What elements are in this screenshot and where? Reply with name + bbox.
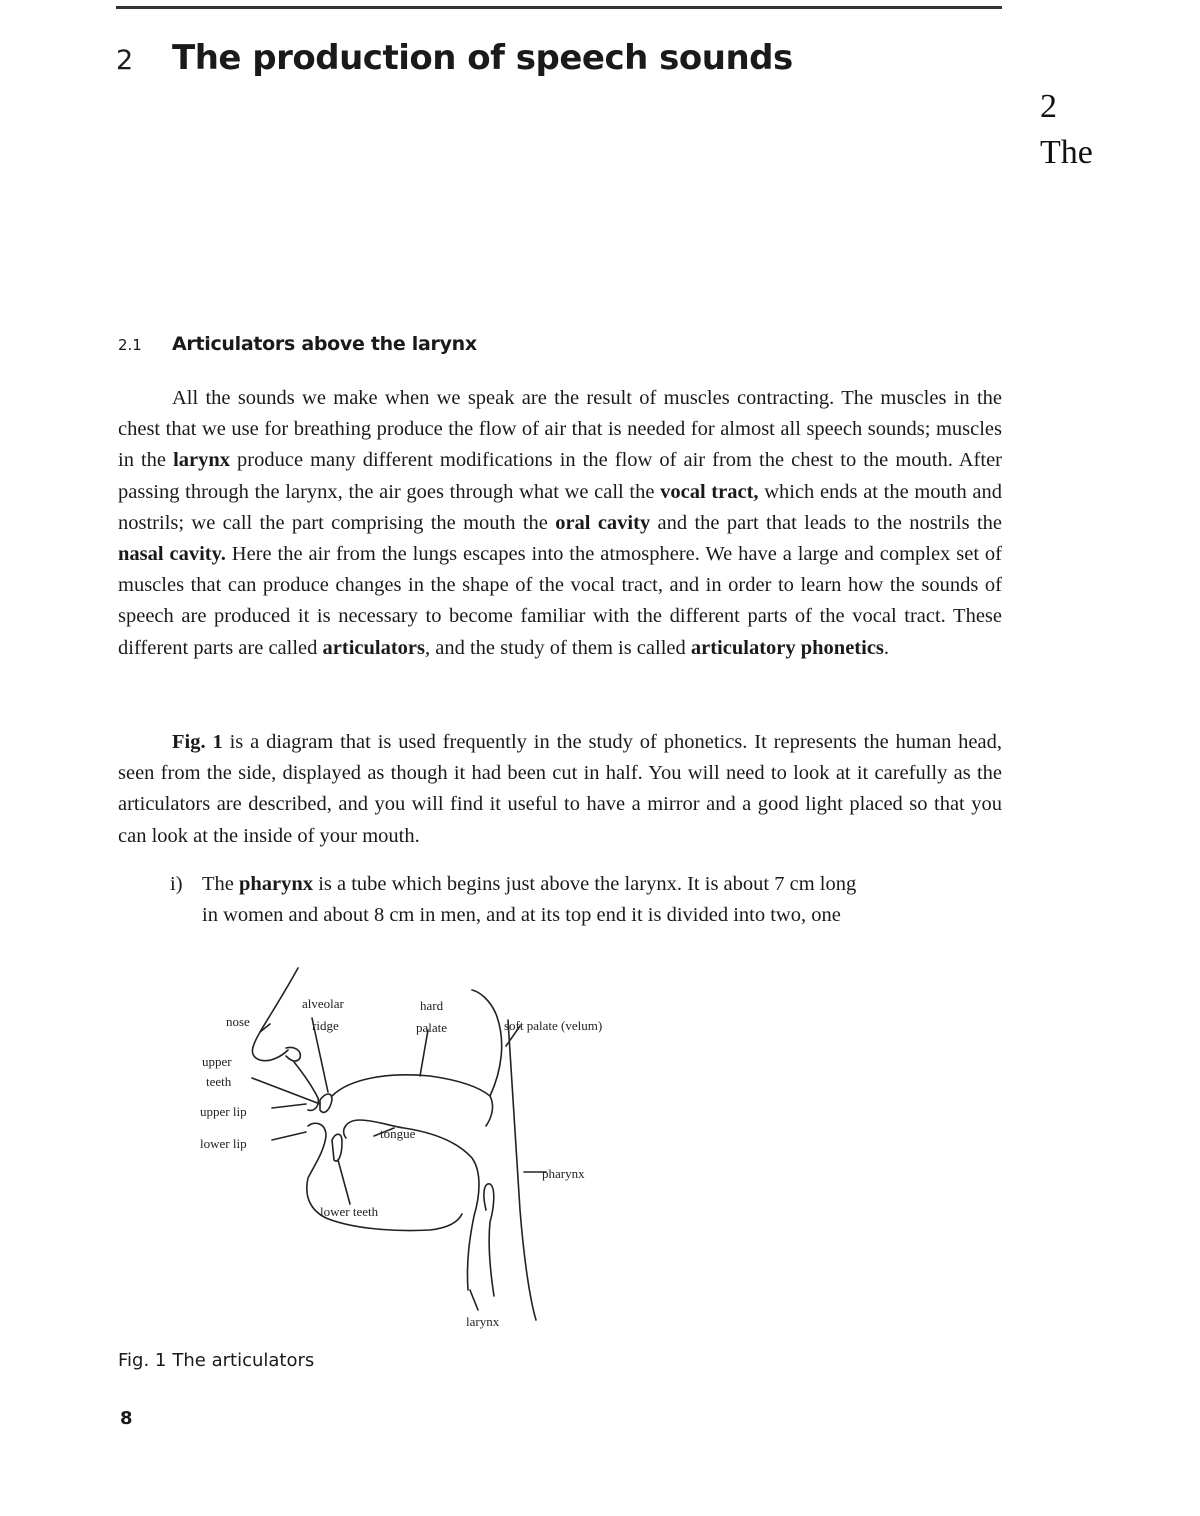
term-vocal-tract: vocal tract,	[660, 480, 759, 503]
term-articulatory-phonetics: articulatory phonetics	[690, 636, 884, 659]
label-upper-teeth-1: upper	[202, 1054, 232, 1069]
label-alveolar-2: ridge	[312, 1018, 339, 1033]
paragraph-figure-description	[118, 727, 1002, 852]
chapter-number: 2	[116, 45, 134, 76]
palate-outline	[332, 1075, 493, 1126]
leader-hard-palate	[420, 1030, 428, 1076]
figure-reference: Fig. 1	[172, 731, 223, 753]
text-run: The	[202, 873, 239, 895]
term-larynx: larynx	[173, 449, 231, 472]
label-hard-1: hard	[420, 998, 444, 1013]
label-upper-lip: upper lip	[200, 1104, 247, 1119]
term-articulators: articulators	[322, 636, 425, 659]
figure-caption-text: The articulators	[172, 1350, 315, 1371]
label-tongue: tongue	[380, 1126, 416, 1141]
section-number: 2.1	[118, 336, 142, 354]
text-run: All the sounds we make when we speak are the result of muscles contracting. The muscles in the chest that we use for breathing produce the flow of air that is needed for almost all speech sounds; muscles in the	[118, 387, 1002, 472]
leader-lower-lip	[272, 1132, 306, 1140]
articulators-diagram	[190, 960, 660, 1340]
section-title: Articulators above the larynx	[172, 333, 477, 355]
label-alveolar-1: alveolar	[302, 996, 344, 1011]
list-marker: i)	[170, 873, 183, 895]
chapter-title: The production of speech sounds	[172, 38, 793, 78]
lower-teeth-shape	[332, 1134, 342, 1161]
text-run: , and the study of them is called	[425, 636, 691, 659]
top-rule	[116, 6, 1002, 9]
paragraph-1-text	[118, 383, 1002, 664]
section-heading	[118, 333, 477, 355]
list-item-pharynx	[170, 869, 986, 931]
margin-note-line-2: The	[1040, 134, 1093, 171]
leader-upper-lip	[272, 1104, 306, 1108]
text-run: Here the air from the lungs escapes into the atmosphere. We have a large and complex set of muscles that can produce changes in the shape of the vocal tract, and in order to learn how the sounds of speech are produced it is necessary to become familiar with the different parts of the vocal tract. These different parts are called	[118, 543, 1002, 659]
chapter-heading	[116, 38, 793, 78]
label-upper-teeth-2: teeth	[206, 1074, 232, 1089]
list-item-continuation: in women and about 8 cm in men, and at its top end it is divided into two, one	[202, 904, 841, 926]
text-run: produce many different modifications in the flow of air from the chest to the mouth. After passing through the larynx, the air goes through what we call the	[118, 449, 1002, 503]
label-pharynx: pharynx	[542, 1166, 585, 1181]
text-run: .	[883, 636, 890, 659]
label-nose: nose	[226, 1014, 250, 1029]
page-number: 8	[120, 1408, 133, 1429]
pharynx-back-wall	[508, 1020, 536, 1320]
label-hard-2: palate	[416, 1020, 448, 1035]
term-pharynx: pharynx	[239, 873, 314, 895]
text-run: which ends at the mouth and nostrils; we call the part comprising the mouth the	[118, 480, 1002, 534]
text-run: and the part that leads to the nostrils the	[650, 511, 1002, 534]
velum-outline	[472, 990, 502, 1096]
margin-note	[1040, 84, 1093, 176]
leader-larynx	[470, 1290, 478, 1310]
margin-note-line-1: 2	[1040, 88, 1057, 125]
label-larynx: larynx	[466, 1314, 500, 1329]
label-soft-palate: soft palate (velum)	[504, 1018, 603, 1033]
upper-teeth-shape	[320, 1094, 332, 1112]
text-run: is a diagram that is used frequently in the study of phonetics. It represents the human head, seen from the side, displayed as though it had been cut in half. You will need to look at it carefully as the articulators are described, and you will find it useful to have a mirror and a good light placed so that you can look at the inside of your mouth.	[118, 731, 1003, 847]
upper-lip-outline	[294, 1062, 318, 1110]
figure-caption	[118, 1350, 314, 1371]
paragraph-2-text	[118, 727, 1002, 852]
label-lower-teeth: lower teeth	[320, 1204, 379, 1219]
epiglottis-outline	[484, 1184, 494, 1296]
term-oral-cavity: oral cavity	[555, 511, 651, 534]
leader-lower-teeth	[338, 1160, 350, 1204]
leader-upper-teeth	[252, 1078, 320, 1104]
term-nasal-cavity: nasal cavity.	[118, 543, 226, 566]
figure-caption-label: Fig. 1	[118, 1350, 167, 1371]
label-lower-lip: lower lip	[200, 1136, 247, 1151]
paragraph-articulators-intro	[118, 383, 1002, 664]
text-run: is a tube which begins just above the larynx. It is about 7 cm long	[313, 873, 857, 895]
